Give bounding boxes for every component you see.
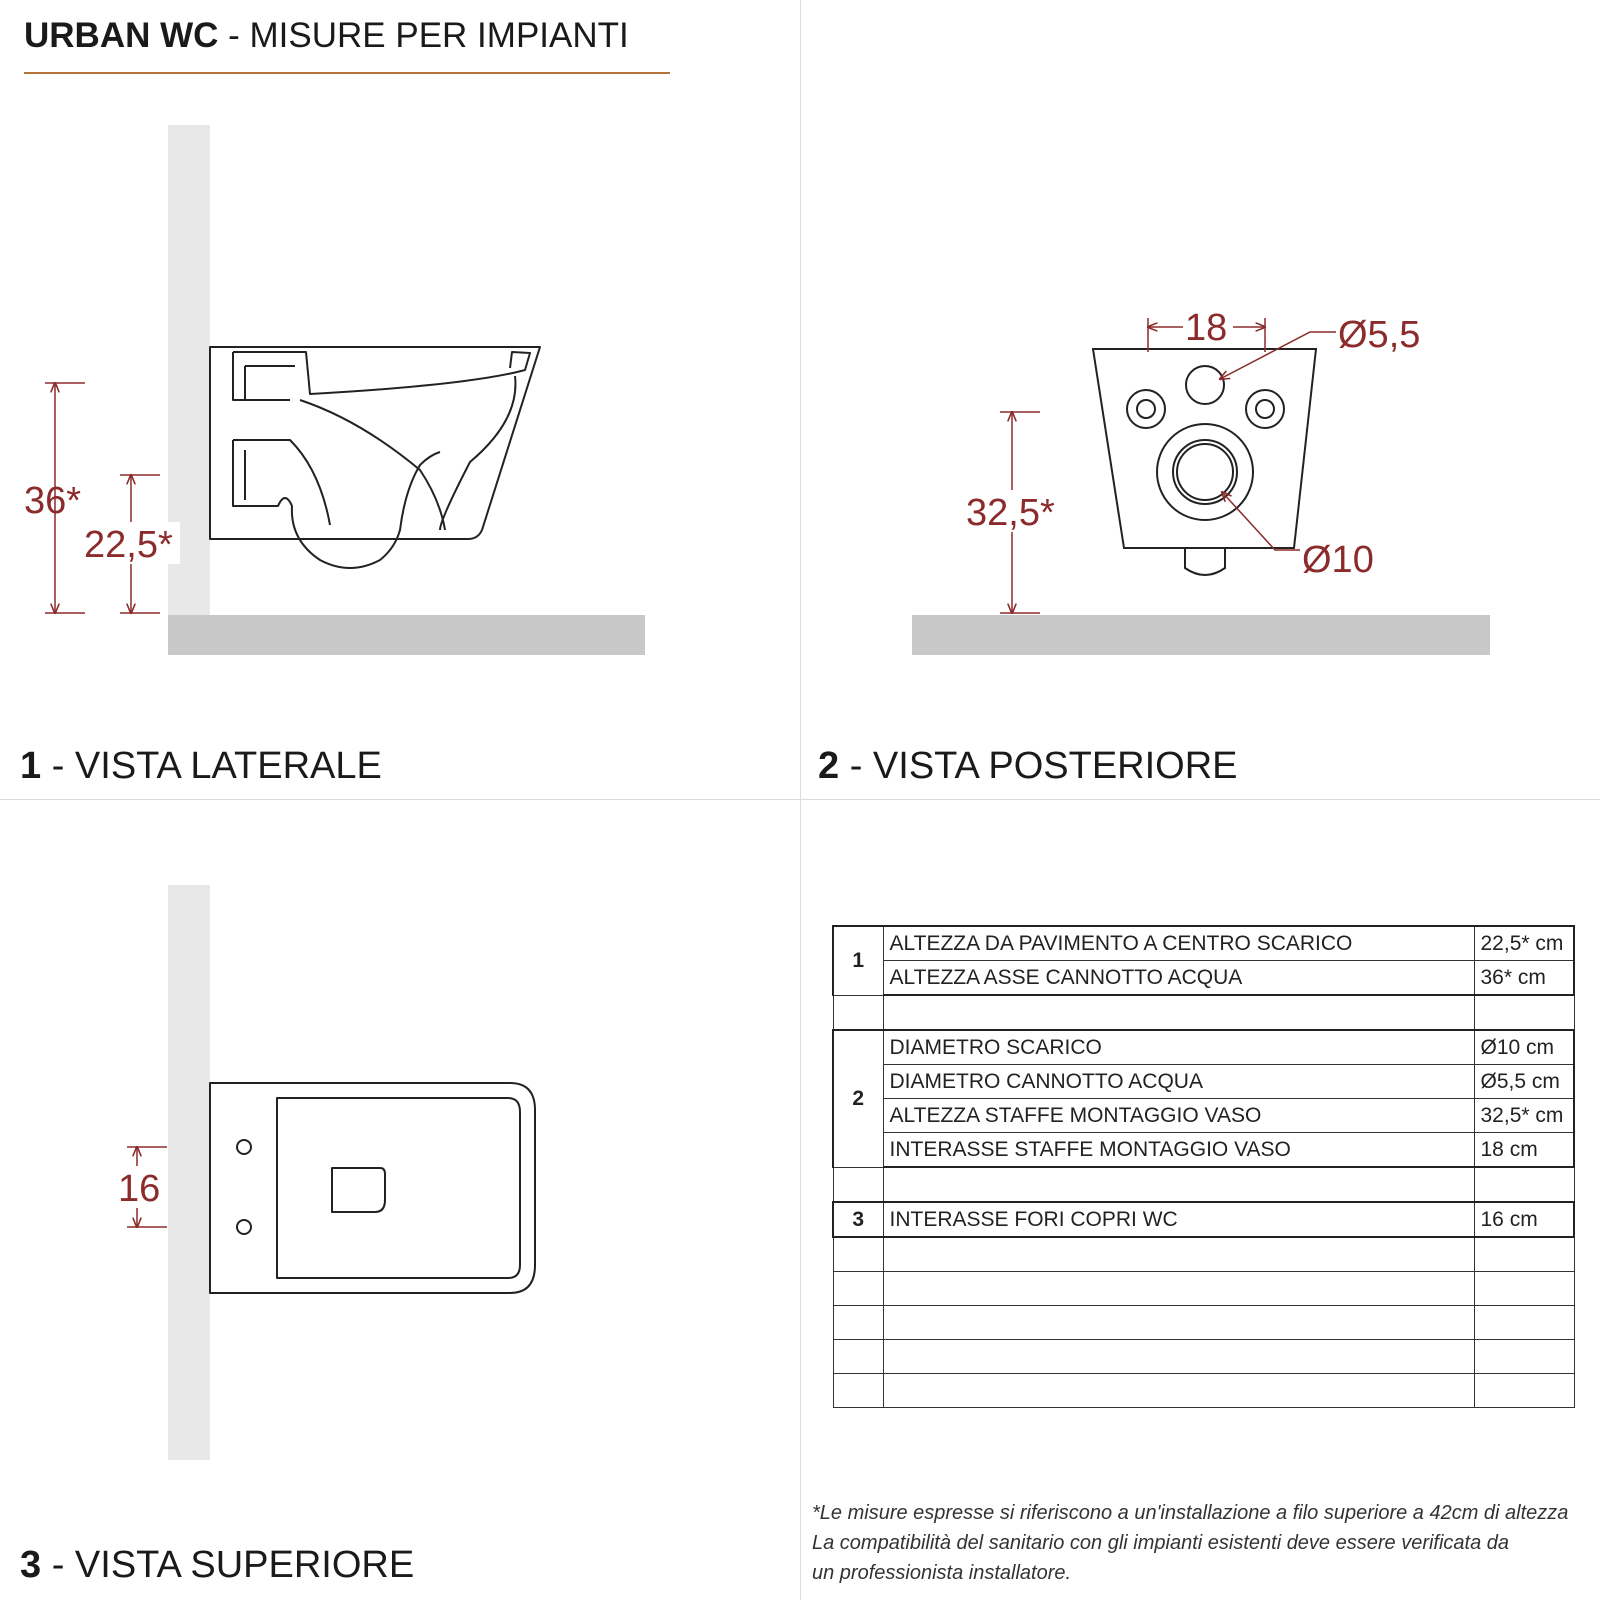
side-floor bbox=[168, 615, 645, 655]
dim-label-bracket-height: 32,5* bbox=[966, 492, 1055, 534]
view-number-rear: 2 bbox=[818, 745, 840, 787]
spec-desc: INTERASSE FORI COPRI WC bbox=[883, 1202, 1474, 1237]
top-view-drawing bbox=[116, 885, 535, 1460]
spec-desc: ALTEZZA DA PAVIMENTO A CENTRO SCARICO bbox=[883, 926, 1474, 961]
top-wall bbox=[168, 885, 210, 1460]
view-label-rear bbox=[818, 744, 1238, 788]
rear-floor bbox=[912, 615, 1490, 655]
table-row bbox=[833, 1133, 1574, 1168]
table-row bbox=[833, 926, 1574, 961]
table-row-empty bbox=[833, 1167, 1574, 1202]
view-title-side: - VISTA LATERALE bbox=[41, 745, 382, 787]
rear-toilet-outline bbox=[1093, 349, 1316, 575]
dim-label-drain-diameter: Ø10 bbox=[1302, 539, 1374, 581]
dim-label-water-diameter: Ø5,5 bbox=[1338, 314, 1421, 356]
view-number-side: 1 bbox=[20, 745, 42, 787]
side-toilet-outline bbox=[210, 347, 540, 568]
side-view-drawing bbox=[24, 125, 645, 655]
dim-label-bracket-spacing: 18 bbox=[1185, 307, 1228, 349]
table-row-empty bbox=[833, 1306, 1574, 1340]
table-row bbox=[833, 1202, 1574, 1237]
spec-desc: ALTEZZA ASSE CANNOTTO ACQUA bbox=[883, 961, 1474, 996]
dim-label-water-height: 36* bbox=[24, 480, 82, 522]
table-row-empty bbox=[833, 1374, 1574, 1408]
table-row bbox=[833, 1065, 1574, 1099]
footnote bbox=[812, 1498, 1594, 1588]
rear-view-drawing bbox=[912, 307, 1490, 655]
spec-value: Ø5,5 cm bbox=[1474, 1065, 1574, 1099]
view-label-top bbox=[20, 1543, 414, 1587]
dim-label-drain-height: 22,5* bbox=[84, 524, 173, 566]
spec-value: 18 cm bbox=[1474, 1133, 1574, 1168]
table-row-empty bbox=[833, 1272, 1574, 1306]
spec-desc: INTERASSE STAFFE MONTAGGIO VASO bbox=[883, 1133, 1474, 1168]
spec-value: 36* cm bbox=[1474, 961, 1574, 996]
group-number-2: 2 bbox=[833, 1030, 883, 1167]
view-number-top: 3 bbox=[20, 1544, 42, 1586]
spec-desc: DIAMETRO SCARICO bbox=[883, 1030, 1474, 1065]
spec-value: 22,5* cm bbox=[1474, 926, 1574, 961]
title-product-name: URBAN WC bbox=[24, 16, 219, 55]
group-number-1: 1 bbox=[833, 926, 883, 995]
table-row bbox=[833, 1030, 1574, 1065]
view-label-side bbox=[20, 744, 382, 788]
table-row bbox=[833, 961, 1574, 996]
rear-dim-drain-diameter bbox=[1222, 492, 1300, 550]
spec-value: 16 cm bbox=[1474, 1202, 1574, 1237]
table-row-empty bbox=[833, 995, 1574, 1030]
top-toilet-outline bbox=[210, 1083, 535, 1293]
spec-value: 32,5* cm bbox=[1474, 1099, 1574, 1133]
view-title-top: - VISTA SUPERIORE bbox=[41, 1544, 415, 1586]
group-number-3: 3 bbox=[833, 1202, 883, 1237]
table-row-empty bbox=[833, 1237, 1574, 1272]
table-row bbox=[833, 1099, 1574, 1133]
footnote-line: *Le misure espresse si riferiscono a un'installazione a filo superiore a 42cm di altezza bbox=[812, 1502, 1569, 1524]
title-subtitle: - MISURE PER IMPIANTI bbox=[218, 16, 629, 55]
spec-table bbox=[832, 925, 1575, 1408]
table-row-empty bbox=[833, 1340, 1574, 1374]
spec-desc: DIAMETRO CANNOTTO ACQUA bbox=[883, 1065, 1474, 1099]
spec-value: Ø10 cm bbox=[1474, 1030, 1574, 1065]
rear-dim-water-diameter bbox=[1220, 332, 1336, 379]
footnote-line: La compatibilità del sanitario con gli impianti esistenti deve essere verificata da bbox=[812, 1532, 1510, 1554]
view-title-rear: - VISTA POSTERIORE bbox=[839, 745, 1238, 787]
dim-label-seat-holes: 16 bbox=[118, 1168, 161, 1210]
footnote-line: un professionista installatore. bbox=[812, 1562, 1072, 1584]
spec-desc: ALTEZZA STAFFE MONTAGGIO VASO bbox=[883, 1099, 1474, 1133]
